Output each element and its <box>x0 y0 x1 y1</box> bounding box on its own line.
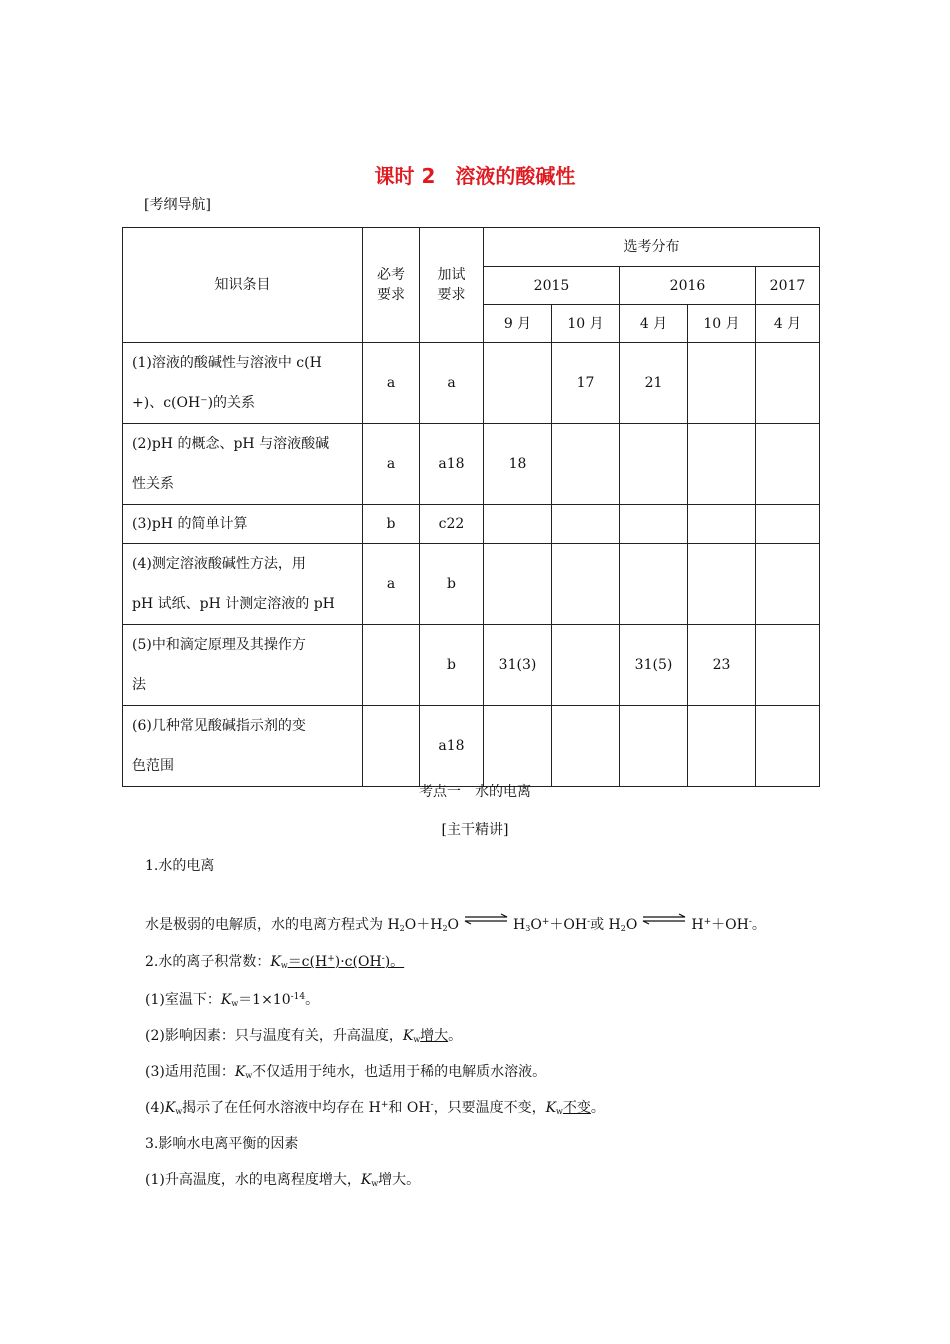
cell-value <box>688 706 756 787</box>
cell-value <box>552 625 620 706</box>
table-row <box>123 505 820 544</box>
cell-value <box>756 424 820 505</box>
table-row <box>123 343 820 424</box>
section-subheading: [主干精讲] <box>441 822 509 838</box>
header-year-2016: 2016 <box>620 267 756 305</box>
cell-value <box>756 343 820 424</box>
cell-value <box>552 544 620 625</box>
cell-advanced: a18 <box>420 424 484 505</box>
cell-value <box>484 343 552 424</box>
cell-advanced: b <box>420 625 484 706</box>
cell-required: a <box>363 424 420 505</box>
cell-advanced: c22 <box>420 505 484 544</box>
equilibrium-arrow-icon <box>463 913 509 925</box>
paragraph-ion-product: 2.水的离子积常数：$K_w=c(H^+)\cdot c(OH^-)$。 <box>145 954 405 970</box>
cell-value: 21 <box>620 343 688 424</box>
paragraph-influence-factor: (2)影响因素：只与温度有关，升高温度，$K_w$增大。 <box>145 1028 463 1044</box>
equilibrium-arrow-icon <box>641 913 687 925</box>
cell-value: 18 <box>484 424 552 505</box>
header-month: 4 月 <box>620 305 688 343</box>
header-year-2017: 2017 <box>756 267 820 305</box>
row-item: (1)溶液的酸碱性与溶液中 c(H +)、c(OH⁻)的关系 <box>123 343 363 424</box>
header-month: 10 月 <box>552 305 620 343</box>
table-row <box>123 706 820 787</box>
cell-required <box>363 706 420 787</box>
cell-advanced: b <box>420 544 484 625</box>
cell-value: 31(3) <box>484 625 552 706</box>
cell-value <box>620 424 688 505</box>
cell-value <box>688 343 756 424</box>
cell-value <box>620 505 688 544</box>
cell-value <box>620 544 688 625</box>
table-row <box>123 544 820 625</box>
header-month: 9 月 <box>484 305 552 343</box>
syllabus-table <box>122 227 820 787</box>
row-item: (5)中和滴定原理及其操作方 法 <box>123 625 363 706</box>
cell-value <box>688 505 756 544</box>
cell-advanced: a <box>420 343 484 424</box>
header-required: 必考 要求 <box>363 228 420 343</box>
cell-value <box>552 505 620 544</box>
header-distribution: 选考分布 <box>484 228 820 267</box>
cell-value <box>688 424 756 505</box>
header-month: 4 月 <box>756 305 820 343</box>
cell-value <box>484 505 552 544</box>
paragraph-scope: (3)适用范围：$K_w$不仅适用于纯水，也适用于稀的电解质水溶液。 <box>145 1064 547 1080</box>
cell-value <box>620 706 688 787</box>
page-title: 课时 2 溶液的酸碱性 <box>374 164 576 188</box>
cell-value <box>756 505 820 544</box>
paragraph-reveal: $(4)K_w$揭示了在任何水溶液中均存在 H+和 OH-，只要温度不变，$K_w$不变。 <box>145 1100 605 1116</box>
syllabus-nav-label: [考纲导航] <box>144 197 211 213</box>
table-row <box>123 424 820 505</box>
paragraph-raise-temperature: (1)升高温度，水的电离程度增大，$K_w$增大。 <box>145 1172 421 1188</box>
row-item: (3)pH 的简单计算 <box>123 505 363 544</box>
table-row <box>123 625 820 706</box>
cell-value <box>756 544 820 625</box>
paragraph-ionization-equation: 水是极弱的电解质，水的电离方程式为 $H_2O+H_2O$ $H_3O^++OH^-$或 $H_2O$ H+＋OH-。 <box>145 913 766 934</box>
row-item: (6)几种常见酸碱指示剂的变 色范围 <box>123 706 363 787</box>
row-item: (2)pH 的概念、pH 与溶液酸碱 性关系 <box>123 424 363 505</box>
cell-value <box>484 544 552 625</box>
header-item: 知识条目 <box>123 228 363 343</box>
cell-value <box>688 544 756 625</box>
cell-advanced: a18 <box>420 706 484 787</box>
header-year-2015: 2015 <box>484 267 620 305</box>
row-item: (4)测定溶液酸碱性方法，用 pH 试纸、pH 计测定溶液的 pH <box>123 544 363 625</box>
cell-value <box>484 706 552 787</box>
cell-value <box>756 625 820 706</box>
paragraph-water-ionization-title: 1.水的电离 <box>145 858 215 874</box>
cell-value: 23 <box>688 625 756 706</box>
cell-required: a <box>363 544 420 625</box>
cell-value <box>552 424 620 505</box>
cell-required: a <box>363 343 420 424</box>
header-advanced: 加试 要求 <box>420 228 484 343</box>
paragraph-factors-title: 3.影响水电离平衡的因素 <box>145 1136 299 1152</box>
cell-value: 17 <box>552 343 620 424</box>
cell-value <box>756 706 820 787</box>
paragraph-room-temperature: (1)室温下：$K_w=1\times 10^{-14}$。 <box>145 992 320 1008</box>
cell-required: b <box>363 505 420 544</box>
header-month: 10 月 <box>688 305 756 343</box>
cell-value: 31(5) <box>620 625 688 706</box>
cell-value <box>552 706 620 787</box>
cell-required <box>363 625 420 706</box>
section-heading: 考点一 水的电离 <box>419 784 531 800</box>
